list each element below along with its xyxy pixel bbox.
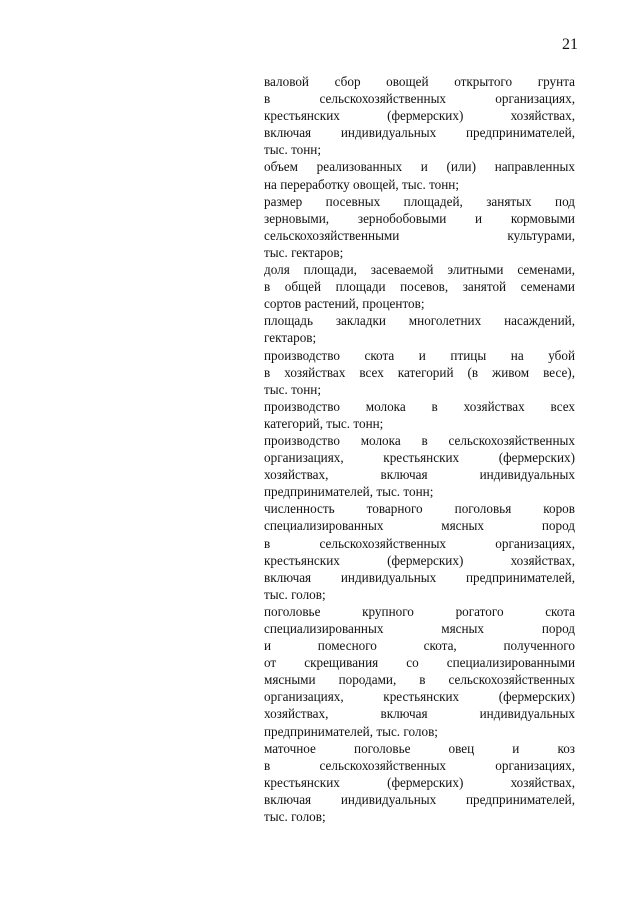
indicator-item xyxy=(264,740,575,825)
text-line: валовой сбор овощей открытого грунта xyxy=(264,74,575,89)
text-line: в сельскохозяйственных организациях, xyxy=(264,757,575,773)
document-body xyxy=(264,73,575,825)
indicator-item xyxy=(264,500,575,603)
text-line: хозяйствах, включая индивидуальных xyxy=(264,467,575,483)
text-line: сельскохозяйственными культурами, xyxy=(264,227,575,243)
text-line: тыс. голов; xyxy=(264,586,326,602)
text-line: организациях, крестьянских (фермерских) xyxy=(264,689,575,705)
text-line: тыс. тонн; xyxy=(264,142,322,158)
text-line: и помесного скота, полученного xyxy=(264,638,575,654)
indicator-item xyxy=(264,432,575,500)
text-line: в общей площади посевов, занятой семенами xyxy=(264,279,575,295)
text-line: в сельскохозяйственных организациях, xyxy=(264,91,575,107)
indicator-item xyxy=(264,261,575,312)
text-line: маточное поголовье овец и коз xyxy=(264,740,575,756)
text-line: крестьянских (фермерских) хозяйствах, xyxy=(264,552,575,568)
text-line: тыс. голов; xyxy=(264,809,326,825)
text-line: тыс. тонн; xyxy=(264,381,322,397)
indicator-item xyxy=(264,193,575,261)
page-number: 21 xyxy=(562,36,578,53)
text-line: мясными породами, в сельскохозяйственных xyxy=(264,672,575,688)
text-line: включая индивидуальных предпринимателей, xyxy=(264,791,575,807)
text-line: в хозяйствах всех категорий (в живом весе), xyxy=(264,364,575,380)
indicator-item xyxy=(264,312,575,346)
text-line: площадь закладки многолетних насаждений, xyxy=(264,313,575,329)
text-line: от скрещивания со специализированными xyxy=(264,655,575,671)
text-line: включая индивидуальных предпринимателей, xyxy=(264,125,575,141)
indicator-item xyxy=(264,73,575,158)
text-line: зерновыми, зернобобовыми и кормовыми xyxy=(264,210,575,226)
text-line: крестьянских (фермерских) хозяйствах, xyxy=(264,774,575,790)
text-line: предпринимателей, тыс. голов; xyxy=(264,723,438,739)
text-line: включая индивидуальных предпринимателей, xyxy=(264,569,575,585)
text-line: предпринимателей, тыс. тонн; xyxy=(264,484,434,500)
text-line: поголовье крупного рогатого скота xyxy=(264,603,575,619)
indicator-item xyxy=(264,158,575,192)
text-line: в сельскохозяйственных организациях, xyxy=(264,535,575,551)
text-line: сортов растений, процентов; xyxy=(264,296,425,312)
text-line: хозяйствах, включая индивидуальных xyxy=(264,706,575,722)
indicator-item xyxy=(264,603,575,740)
text-line: производство молока в сельскохозяйственных xyxy=(264,432,575,448)
text-line: доля площади, засеваемой элитными семенами, xyxy=(264,262,575,278)
text-line: объем реализованных и (или) направленных xyxy=(264,159,575,175)
text-line: тыс. гектаров; xyxy=(264,244,344,260)
indicator-item xyxy=(264,398,575,432)
text-line: специализированных мясных пород xyxy=(264,621,575,636)
text-line: специализированных мясных пород xyxy=(264,518,575,534)
text-line: на переработку овощей, тыс. тонн; xyxy=(264,176,460,192)
text-line: производство скота и птицы на убой xyxy=(264,347,575,363)
text-line: размер посевных площадей, занятых под xyxy=(264,193,575,209)
text-line: крестьянских (фермерских) хозяйствах, xyxy=(264,108,575,124)
indicator-item xyxy=(264,347,575,398)
text-line: производство молока в хозяйствах всех xyxy=(264,398,575,414)
text-line: организациях, крестьянских (фермерских) xyxy=(264,450,575,466)
text-line: численность товарного поголовья коров xyxy=(264,501,575,517)
text-line: категорий, тыс. тонн; xyxy=(264,415,384,431)
text-line: гектаров; xyxy=(264,330,317,346)
